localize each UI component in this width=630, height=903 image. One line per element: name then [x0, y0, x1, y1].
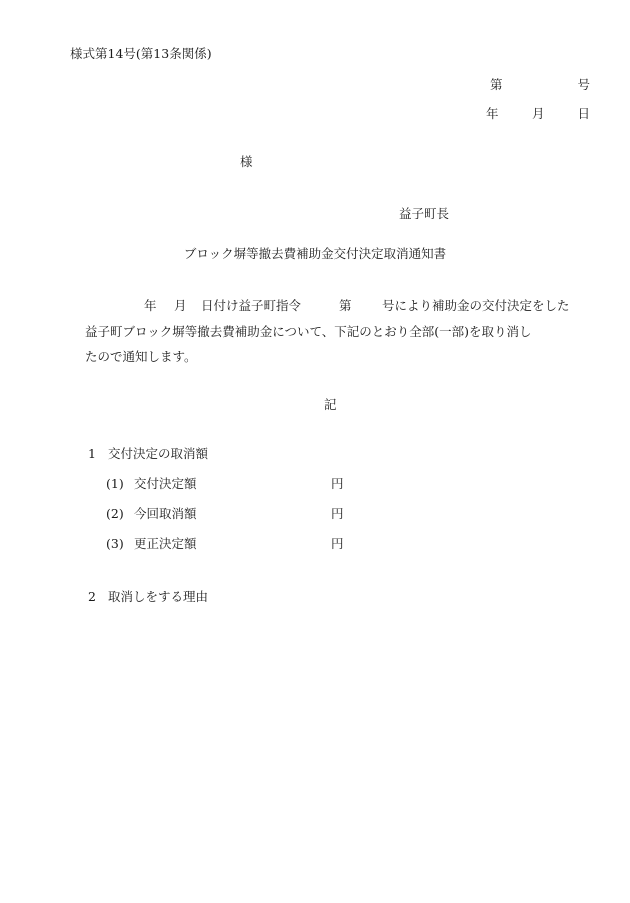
amount-item	[106, 504, 197, 522]
date-month: 月	[532, 106, 545, 121]
document-number-prefix: 第	[490, 77, 503, 92]
ki-heading: 記	[324, 397, 337, 412]
document-number-suffix: 号	[577, 77, 590, 92]
amount-item-unit: 円	[331, 506, 344, 521]
section-2-heading	[88, 587, 208, 605]
body-line1-rest: 号により補助金の交付決定をした	[382, 298, 570, 313]
date-day: 日	[577, 106, 590, 121]
body-line-3: たので通知します。	[85, 349, 197, 364]
section-2-number: 2	[88, 589, 96, 604]
amount-item-unit: 円	[331, 536, 344, 551]
amount-item-number: (3)	[106, 536, 124, 551]
sender-name: 益子町長	[399, 206, 450, 221]
body-dated: 日付け益子町指令	[201, 298, 302, 313]
amount-item-label: 今回取消額	[134, 506, 197, 521]
section-2-label: 取消しをする理由	[108, 589, 209, 604]
amount-item-label: 交付決定額	[134, 476, 197, 491]
addressee-salutation: 様	[240, 154, 253, 169]
amount-item-number: (2)	[106, 506, 124, 521]
amount-item-label: 更正決定額	[134, 536, 197, 551]
amount-item	[106, 474, 197, 492]
amount-item-unit: 円	[331, 476, 344, 491]
body-year: 年	[144, 298, 157, 313]
section-1-heading	[88, 444, 208, 462]
section-1-number: 1	[88, 446, 96, 461]
document-title: ブロック塀等撤去費補助金交付決定取消通知書	[183, 246, 447, 261]
form-number: 様式第14号(第13条関係)	[70, 46, 212, 61]
body-no-prefix: 第	[339, 298, 352, 313]
amount-item-number: (1)	[106, 476, 124, 491]
body-line-2: 益子町ブロック塀等撤去費補助金について、下記のとおり全部(一部)を取り消し	[85, 324, 532, 339]
body-month: 月	[174, 298, 187, 313]
section-1-label: 交付決定の取消額	[108, 446, 209, 461]
date-year: 年	[486, 106, 499, 121]
amount-item	[106, 534, 197, 552]
